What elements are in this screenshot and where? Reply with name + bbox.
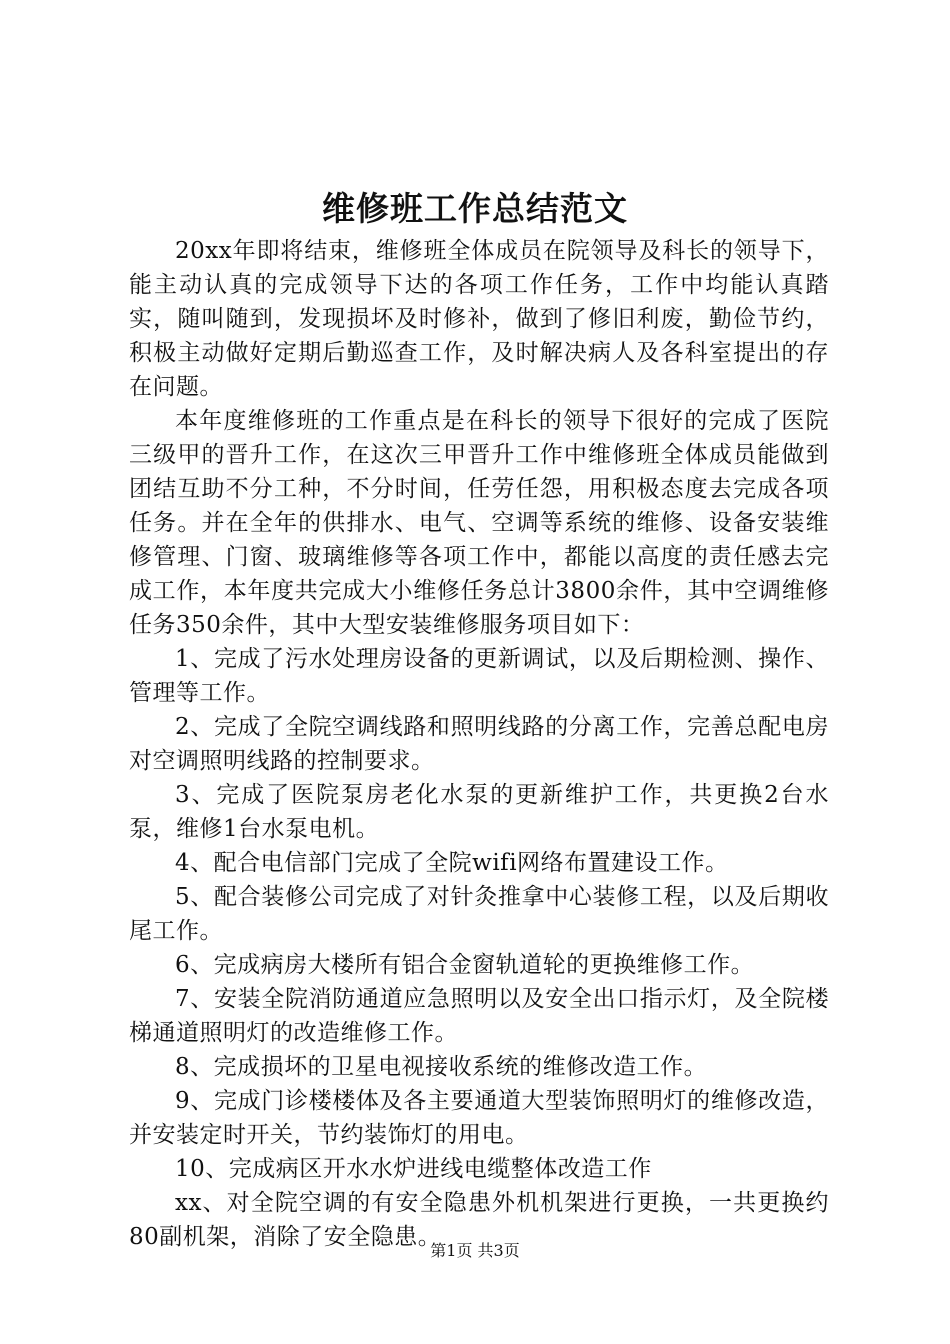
list-item-9: 9、完成门诊楼楼体及各主要通道大型装饰照明灯的维修改造，并安装定时开关，节约装饰灯的用电。 <box>129 1088 829 1148</box>
list-item-5: 5、配合装修公司完成了对针灸推拿中心装修工程，以及后期收尾工作。 <box>129 884 829 944</box>
list-item-7: 7、安装全院消防通道应急照明以及安全出口指示灯，及全院楼梯通道照明灯的改造维修工作。 <box>129 986 829 1046</box>
list-item-1: 1、完成了污水处理房设备的更新调试，以及后期检测、操作、管理等工作。 <box>129 646 829 706</box>
document-title: 维修班工作总结范文 <box>322 189 628 228</box>
list-item-6: 6、完成病房大楼所有铝合金窗轨道轮的更换维修工作。 <box>175 952 755 978</box>
paragraph-intro: 20xx年即将结束，维修班全体成员在院领导及科长的领导下，能主动认真的完成领导下达的各项工作任务，工作中均能认真踏实，随叫随到，发现损坏及时修补，做到了修旧利废，勤俭节约，积极主动做好定期后勤巡查工作，及时解决病人及各科室提出的存在问题。 <box>129 238 829 400</box>
list-item-xx: xx、对全院空调的有安全隐患外机机架进行更换，一共更换约80副机架，消除了安全隐患。 <box>129 1190 829 1250</box>
page-footer: 第1页 共3页 <box>430 1241 520 1260</box>
list-item-8: 8、完成损坏的卫星电视接收系统的维修改造工作。 <box>175 1054 708 1080</box>
list-item-3: 3、完成了医院泵房老化水泵的更新维护工作，共更换2台水泵，维修1台水泵电机。 <box>129 782 829 842</box>
list-item-4: 4、配合电信部门完成了全院wifi网络布置建设工作。 <box>175 850 729 876</box>
list-item-10: 10、完成病区开水水炉进线电缆整体改造工作 <box>175 1156 652 1182</box>
list-item-2: 2、完成了全院空调线路和照明线路的分离工作，完善总配电房对空调照明线路的控制要求。 <box>129 714 829 774</box>
document-body <box>129 234 829 1254</box>
paragraph-focus: 本年度维修班的工作重点是在科长的领导下很好的完成了医院三级甲的晋升工作，在这次三甲晋升工作中维修班全体成员能做到团结互助不分工种，不分时间，任劳任怨，用积极态度去完成各项任务。并在全年的供排水、电气、空调等系统的维修、设备安装维修管理、门窗、玻璃维修等各项工作中，都能以高度的责任感去完成工作，本年度共完成大小维修任务总计3800余件，其中空调维修任务350余件，其中大型安装维修服务项目如下： <box>129 408 829 638</box>
